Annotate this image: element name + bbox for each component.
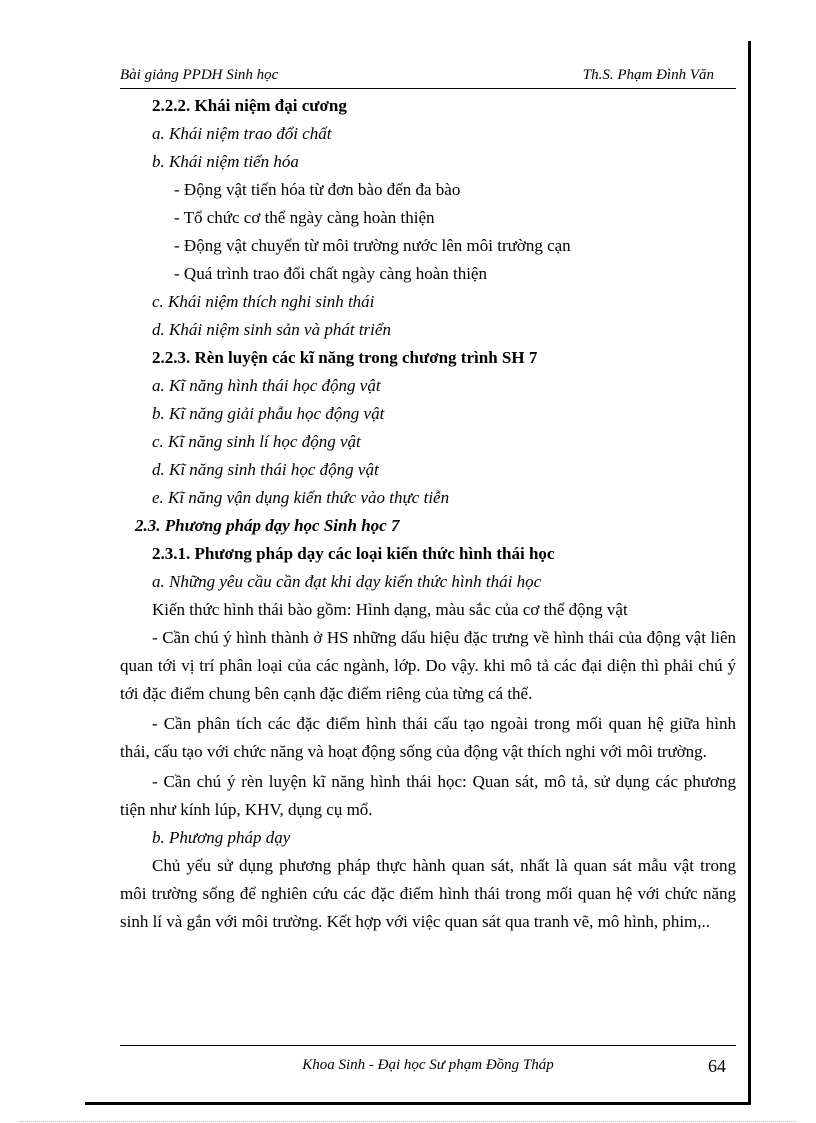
section-heading-2-2-3: 2.2.3. Rèn luyện các kĩ năng trong chương trình SH 7 (152, 348, 538, 367)
header-course-title: Bài giảng PPDH Sinh học (120, 67, 279, 83)
list-item: c. Kĩ năng sinh lí học động vật (152, 432, 361, 451)
subsection-b-method: b. Phương pháp dạy (152, 828, 291, 847)
list-item: - Tổ chức cơ thể ngày càng hoàn thiện (174, 208, 435, 227)
page-edge-divider (20, 1121, 796, 1122)
paragraph: - Cần chú ý hình thành ở HS những dấu hiệu đặc trưng về hình thái của động vật liên quan tới vị trí phân loại của các ngành, lớp. Do vậy. khi mô tả các đại diện thì phải chú ý tới đặc điểm chung bên cạnh đặc điểm riêng của từng cá thể. (120, 628, 736, 703)
section-heading-2-3: 2.3. Phương pháp dạy học Sinh học 7 (135, 516, 400, 535)
section-heading-2-2-2: 2.2.2. Khái niệm đại cương (152, 96, 347, 115)
body-text: Kiến thức hình thái bào gồm: Hình dạng, màu sắc của cơ thể động vật (152, 600, 628, 619)
subsection-a-requirements: a. Những yêu cầu cần đạt khi dạy kiến thức hình thái học (152, 572, 542, 591)
list-item: - Động vật chuyển từ môi trường nước lên môi trường cạn (174, 236, 571, 255)
list-item: - Động vật tiến hóa từ đơn bào đến đa bào (174, 180, 461, 199)
paragraph: - Cần phân tích các đặc điểm hình thái cấu tạo ngoài trong mối quan hệ giữa hình thái, cấu tạo với chức năng và hoạt động sống của động vật thích nghi với môi trường. (120, 714, 736, 761)
paragraph: - Cần chú ý rèn luyện kĩ năng hình thái học: Quan sát, mô tả, sử dụng các phương tiện như kính lúp, KHV, dụng cụ mổ. (120, 772, 736, 819)
subsection-d-reproduction: d. Khái niệm sinh sản và phát triển (152, 320, 391, 339)
page-header (120, 64, 736, 89)
list-item: b. Kĩ năng giải phẫu học động vật (152, 404, 385, 423)
page-content (120, 92, 736, 936)
page-number: 64 (708, 1056, 726, 1076)
list-item: a. Kĩ năng hình thái học động vật (152, 376, 381, 395)
subsection-c-adaptation: c. Khái niệm thích nghi sinh thái (152, 292, 375, 311)
subsection-a-metabolism: a. Khái niệm trao đổi chất (152, 124, 332, 143)
header-author: Th.S. Phạm Đình Văn (582, 67, 714, 83)
list-item: d. Kĩ năng sinh thái học động vật (152, 460, 379, 479)
section-heading-2-3-1: 2.3.1. Phương pháp dạy các loại kiến thức hình thái học (152, 544, 555, 563)
paragraph: Chủ yếu sử dụng phương pháp thực hành quan sát, nhất là quan sát mẫu vật trong môi trường sống để nghiên cứu các đặc điểm hình thái trong mối quan hệ với chức năng sinh lí và gắn với môi trường. Kết hợp với việc quan sát qua tranh vẽ, mô hình, phim,.. (120, 856, 736, 931)
subsection-b-evolution: b. Khái niệm tiến hóa (152, 152, 299, 171)
footer-institution: Khoa Sinh - Đại học Sư phạm Đồng Tháp (302, 1057, 554, 1073)
list-item: - Quá trình trao đổi chất ngày càng hoàn thiện (174, 264, 487, 283)
list-item: e. Kĩ năng vận dụng kiến thức vào thực tiễn (152, 488, 450, 507)
footer-divider (120, 1045, 736, 1046)
